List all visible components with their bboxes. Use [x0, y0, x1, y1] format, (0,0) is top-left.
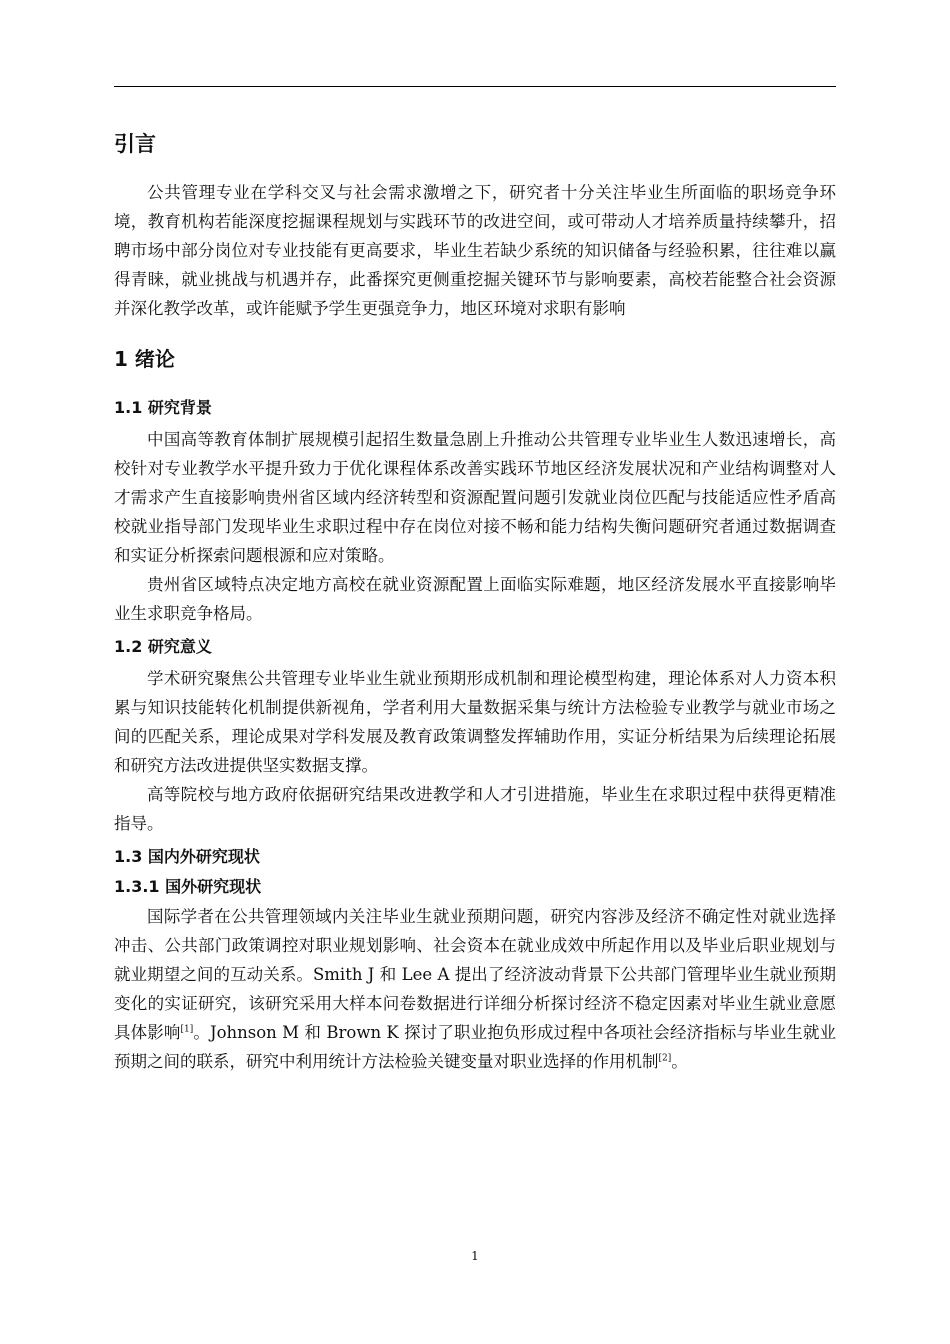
- section-1-2-heading: 1.2 研究意义: [114, 637, 212, 656]
- section-1-3-1-heading: 1.3.1 国外研究现状: [114, 877, 262, 896]
- section-1-1-heading: 1.1 研究背景: [114, 398, 212, 417]
- section-1-1-paragraph-2: 贵州省区域特点决定地方高校在就业资源配置上面临实际难题，地区经济发展水平直接影响毕业生求职竞争格局。: [114, 575, 836, 623]
- citation-2: [2]: [658, 1053, 672, 1064]
- page-content: [114, 128, 836, 1076]
- header-rule: [114, 86, 836, 87]
- section-1-2-paragraph-2: 高等院校与地方政府依据研究结果改进教学和人才引进措施，毕业生在求职过程中获得更精准指导。: [114, 785, 836, 833]
- citation-1: [1]: [180, 1024, 194, 1035]
- section-1-3-heading: 1.3 国内外研究现状: [114, 847, 260, 866]
- intro-paragraph: 公共管理专业在学科交叉与社会需求激增之下，研究者十分关注毕业生所面临的职场竞争环境，教育机构若能深度挖掘课程规划与实践环节的改进空间，或可带动人才培养质量持续攀升，招聘市场中部分岗位对专业技能有更高要求，毕业生若缺少系统的知识储备与经验积累，往往难以赢得青睐，就业挑战与机遇并存，此番探究更侧重挖掘关键环节与影响要素，高校若能整合社会资源并深化教学改革，或许能赋予学生更强竞争力，地区环境对求职有影响: [114, 183, 836, 318]
- chapter-1-heading: 1 绪论: [114, 347, 175, 371]
- section-1-1-paragraph-1: 中国高等教育体制扩展规模引起招生数量急剧上升推动公共管理专业毕业生人数迅速增长，高校针对专业教学水平提升致力于优化课程体系改善实践环节地区经济发展状况和产业结构调整对人才需求产生直接影响贵州省区域内经济转型和资源配置问题引发就业岗位匹配与技能适应性矛盾高校就业指导部门发现毕业生求职过程中存在岗位对接不畅和能力结构失衡问题研究者通过数据调查和实证分析探索问题根源和应对策略。: [114, 430, 836, 565]
- paragraph-text-part-2: 。Johnson M 和 Brown K 探讨了职业抱负形成过程中各项社会经济指标与毕业生就业预期之间的联系，研究中利用统计方法检验关键变量对职业选择的作用机制: [114, 1023, 836, 1071]
- paragraph-text-part-1: 国际学者在公共管理领域内关注毕业生就业预期问题，研究内容涉及经济不确定性对就业选择冲击、公共部门政策调控对职业规划影响、社会资本在就业成效中所起作用以及毕业后职业规划与就业期望之间的互动关系。Smith J 和 Lee A 提出了经济波动背景下公共部门管理毕业生就业预期变化的实证研究，该研究采用大样本问卷数据进行详细分析探讨经济不稳定因素对毕业生就业意愿具体影响: [114, 907, 836, 1042]
- section-1-3-1-paragraph: [114, 902, 836, 1076]
- intro-heading: 引言: [114, 132, 156, 156]
- paragraph-text-part-3: 。: [671, 1052, 688, 1071]
- section-1-2-paragraph-1: 学术研究聚焦公共管理专业毕业生就业预期形成机制和理论模型构建，理论体系对人力资本积累与知识技能转化机制提供新视角，学者利用大量数据采集与统计方法检验专业教学与就业市场之间的匹配关系，理论成果对学科发展及教育政策调整发挥辅助作用，实证分析结果为后续理论拓展和研究方法改进提供坚实数据支撑。: [114, 669, 836, 775]
- page-number: 1: [471, 1249, 479, 1263]
